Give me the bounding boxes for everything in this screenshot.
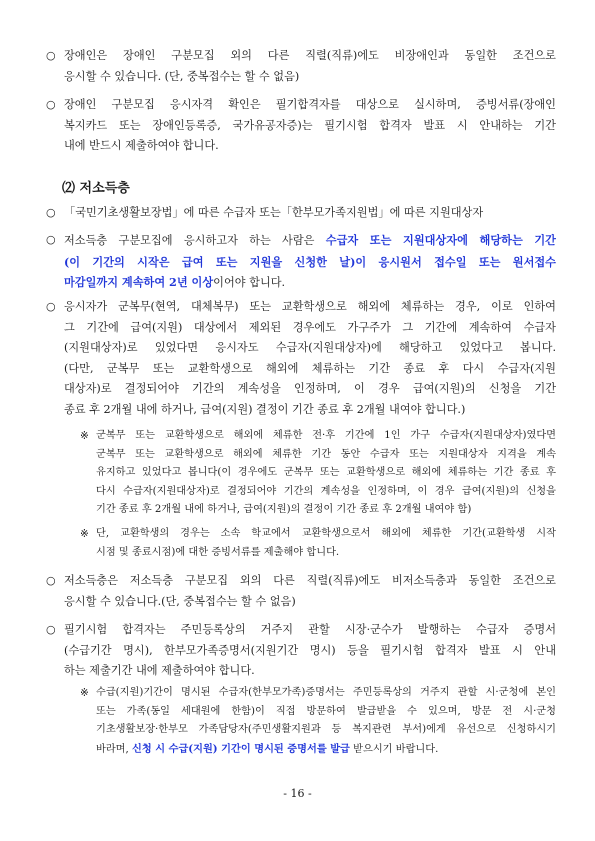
note-exchange-evidence	[80, 525, 556, 562]
note-certificate-issuance	[80, 684, 556, 759]
text-line: 기간 종료 후 2개월 내에 하거나, 급여(지원)의 결정이 기간 종료 후 2개월 내여야 함)	[96, 504, 472, 516]
paragraph-military-exchange	[46, 297, 556, 420]
text-line: 대상자)로 결정되어야 기간의 계속성을 인정하며, 이 경우 급여(지원)의 신청을 기간	[64, 382, 556, 395]
text-line: 저소득층은 저소득층 구분모집 외의 다른 직렬(직류)에도 비저소득층과 동일한 조건으로	[64, 574, 556, 587]
highlight-text: 수급자 또는 지원대상자에 해당하는 기간	[325, 233, 556, 247]
text-line: 수급(지원)기간이 명시된 수급자(한부모가족)증명서는 주민등록상의 거주지 관할 시·군청에 본인	[96, 687, 556, 698]
text-line	[96, 740, 556, 760]
paragraph-disabled-other-series	[46, 46, 556, 87]
note-single-household	[80, 427, 556, 520]
paragraph-certificate-submission	[46, 620, 556, 682]
text-line: 응시할 수 있습니다. (단, 중복접수는 할 수 없음)	[64, 69, 300, 83]
bullet-circle-icon: ○	[46, 233, 56, 246]
section-heading: ⑵ 저소득층	[62, 181, 130, 196]
bullet-circle-icon: ○	[46, 49, 56, 62]
highlight-text: 신청 시 수급(지원) 기간이 명시된 증명서를 발급	[132, 742, 350, 755]
highlight-text: (이 기간의 시작은 급여 또는 지원을 신청한 날)이 응시원서 접수일 또는 원서접수	[64, 254, 556, 269]
highlight-text: 마감일까지 계속하여 2년 이상	[64, 275, 214, 289]
paragraph-low-income-definition	[46, 203, 556, 224]
text-line: 복지카드 또는 장애인등록증, 국가유공자증)는 필기시험 합격자 발표 시 안내하는 기간	[64, 118, 556, 132]
text-line: 장애인 구분모집 응시자격 확인은 필기합격자를 대상으로 실시하며, 증빙서류(장애인	[64, 98, 556, 111]
text-line: 장애인은 장애인 구분모집 외의 다른 직렬(직류)에도 비장애인과 동일한 조건으로	[64, 49, 556, 62]
note-reference-icon: ※	[80, 430, 89, 442]
text-line: 그 기간에 급여(지원) 대상에서 제외된 경우에도 가구주가 그 기간에 계속하여 수급자	[64, 320, 556, 334]
text-segment: 저소득층 구분모집에 응시하고자 하는 사람은	[64, 234, 326, 247]
note-reference-icon: ※	[80, 687, 89, 699]
text-line: 시점 및 종료시점)에 대한 증빙서류를 제출해야 합니다.	[96, 546, 340, 558]
bullet-circle-icon: ○	[46, 98, 56, 111]
text-line	[64, 230, 556, 252]
note-reference-icon: ※	[80, 528, 89, 540]
text-line: 또는 가족(동일 세대원에 한함)이 직접 방문하여 발급받을 수 있으며, 방문 전 시·군청	[96, 705, 556, 717]
text-line: (지원대상자)로 있었다면 응시자도 수급자(지원대상자)에 해당하고 있었다고 봅니다.	[64, 341, 556, 354]
text-segment: 이어야 합니다.	[213, 276, 286, 289]
text-line: 종료 후 2개월 내에 하거나, 급여(지원) 결정이 기간 종료 후 2개월 내여야 합니다.)	[64, 402, 466, 416]
bullet-circle-icon: ○	[46, 206, 56, 219]
text-line: 군복무 또는 교환학생으로 해외에 체류한 기간 동안 수급자 또는 지원대상자 지격을 계속	[96, 448, 556, 460]
text-line: 군복무 또는 교환학생으로 해외에 체류한 전·후 기간에 1인 가구 수급자(지원대상자)였다면	[96, 430, 556, 441]
text-segment: 바라며,	[96, 743, 132, 755]
text-line: 유지하고 있었다고 봅니다(이 경우에도 군복무 또는 교환학생으로 해외에 체류하는 기간 종료 후	[96, 467, 556, 479]
bullet-circle-icon: ○	[46, 300, 56, 313]
text-line: 다시 수급자(지원대상자)로 결정되어야 기간의 계속성을 인정하며, 이 경우 급여(지원)의 신청을	[96, 485, 556, 497]
text-segment: 받으시기 바랍니다.	[349, 743, 439, 755]
text-line: (다만, 군복무 또는 교환학생으로 해외에 체류하는 기간 종료 후 다시 수급자(지원	[64, 361, 556, 375]
text-line: 단, 교환학생의 경우는 소속 학교에서 교환학생으로서 해외에 체류한 기간(교환학생 시작	[96, 528, 556, 539]
bullet-circle-icon: ○	[46, 623, 56, 636]
text-line: 하는 제출기간 내에 제출하여야 합니다.	[64, 664, 255, 677]
text-line: 「국민기초생활보장법」에 따른 수급자 또는「한부모가족지원법」에 따른 지원대상자	[64, 206, 484, 219]
text-line: 필기시험 합격자는 주민등록상의 거주지 관할 시장·군수가 발행하는 수급자 증명서	[64, 623, 556, 636]
bullet-circle-icon: ○	[46, 574, 56, 587]
text-line	[64, 272, 556, 294]
text-line: (수급기간 명시), 한부모가족증명서(지원기간 명시) 등을 필기시험 합격자 발표 시 안내	[64, 643, 556, 657]
paragraph-disabled-verification	[46, 95, 556, 157]
text-line: 내에 반드시 제출하여야 합니다.	[64, 139, 219, 152]
paragraph-low-income-period	[46, 230, 556, 294]
paragraph-low-income-other-series	[46, 571, 556, 612]
text-line: 응시자가 군복무(현역, 대체복무) 또는 교환학생으로 해외에 체류하는 경우, 이로 인하여	[64, 300, 556, 313]
text-line: 응시할 수 있습니다.(단, 중복접수는 할 수 없음)	[64, 594, 296, 608]
page-number: - 16 -	[283, 787, 312, 800]
text-line: 기초생활보장·한부모 가족담당자(주민생활지원과 등 복지관련 부서)에게 유선으로 신청하시기	[96, 724, 556, 736]
